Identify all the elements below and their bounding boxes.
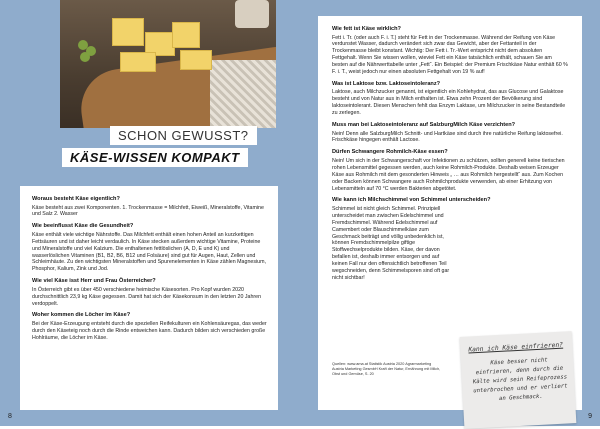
cheese-board-photo: [60, 0, 276, 128]
question-heading: Dürfen Schwangere Rohmilch-Käse essen?: [332, 149, 448, 156]
right-qa-list: [332, 26, 568, 287]
question-heading: Wie kann ich Milchschimmel von Schimmel unterscheiden?: [332, 197, 491, 204]
answer-text: Laktose, auch Milchzucker genannt, ist eigentlich ein Kohlehydrat, das aus Glucose und Galaktose besteht und von Natur aus in Milch enthalten ist. Etwa zehn Prozent der Bevölkerung sind laktoseintolerant. Diesen Menschen fehlt das Enzym Laktase, um Milchzucker in seine Bestandteile zu zerlegen.: [332, 89, 566, 117]
cheese-block-shape: [172, 22, 200, 48]
note-body: Käse besser nicht einfrieren, denn durch die Kälte wird sein Reifeprozess unterbrochen und er verliert an Geschmack.: [472, 357, 568, 403]
question-heading: Woher kommen die Löcher im Käse?: [32, 312, 131, 319]
note-title: Kann ich Käse einfrieren?: [468, 341, 564, 354]
answer-text: Fett i. Tr. (oder auch F. i. T.) steht für Fett in der Trockenmasse. Während der Reifung von Käse verdunstet Wasser, dadurch verändert sich zwar das Gewicht, aber der Fettanteil in der Trockenmasse bleibt konstant. Wichtig: Der Fett i. Tr.-Wert entspricht nicht dem absoluten Fettgehalt. Wenn Sie wissen wollen, wieviel Fett ein Käse tatsächlich enthält, schauen Sie am besten auf die Nährwerttabelle unter „Fett“. Ein Beispiel: der Premium Frischkäse Natur enthält 60 % F. i. T., weist jedoch nur einen absoluten Fettgehalt von 19 % auf!: [332, 34, 568, 76]
question-heading: Wie viel Käse isst Herr und Frau Österreicher?: [32, 278, 156, 285]
heading-kaese-wissen: KÄSE-WISSEN KOMPAKT: [62, 148, 248, 167]
answer-text: Bei der Käse-Erzeugung entsteht durch die speziellen Reifekulturen ein Kohlensäuregas, das weder durch den Käseteig noch durch die Rinde entweichen kann. Dadurch bilden sich verschieden große Hohlräume, die Löcher im Käse.: [32, 320, 267, 341]
page-number-left: 8: [8, 413, 12, 420]
cheese-block-shape: [180, 50, 212, 70]
answer-text: Käse enthält viele wichtige Nährstoffe. Das Milchfett enthält einen hohen Anteil an kurzkettigen Fettsäuren und ist daher leicht verdaulich. In Käse stecken außerdem wichtige Vitamine, Proteine und Mineralstoffe und viel Kalzium. Die enthaltenen fettlöslichen (A, D, E und K) und wasserlöslichen Vitaminen (B1, B2, B6, B12 und Folsäure) sind gut für Augen, Haut, Zellen und Schleimhäute. Zu den wichtigsten Mineralstoffen und Spurenelementen in Käse zählen Magnesium, Phosphor, Kalium, Zink und Jod.: [32, 231, 266, 273]
answer-text: In Österreich gibt es über 450 verschiedene heimische Käsesorten. Pro Kopf wurden 2020 durchschnittlich 23,9 kg Käse gegessen. Damit hat sich der Käsekonsum in den letzten 20 Jahren verdoppelt.: [32, 286, 262, 307]
left-qa-list: [32, 196, 268, 347]
freezing-note-card: [460, 331, 577, 429]
answer-text: Käse besteht aus zwei Komponenten. 1. Trockenmasse = Milchfett, Eiweiß, Mineralstoffe, Vitamine und Salz 2. Wasser: [32, 204, 264, 218]
jar-shape: [235, 0, 269, 28]
page-number-right: 9: [588, 413, 592, 420]
question-heading: Muss man bei Laktoseintoleranz auf SalzburgMilch Käse verzichten?: [332, 122, 516, 129]
heading-schon-gewusst: SCHON GEWUSST?: [110, 126, 257, 145]
answer-text: Schimmel ist nicht gleich Schimmel. Prinzipiell unterscheidet man zwischen Edelschimmel und Fremdschimmel. Während Edelschimmel auf Camembert oder Blauschimmelkäse zum Geschmack beiträgt und völlig unbedenklich ist, können Fremdschimmelpilze giftige Stoffwechselprodukte bilden. Käse, der davon befallen ist, deshalb immer entsorgen und auf keinen Fall nur den offensichtlich betroffenen Teil wegschneiden, denn Schimmelsporen sind oft gar nicht sichtbar!: [332, 205, 450, 281]
napkin-shape: [210, 60, 276, 128]
grape-shape: [80, 52, 90, 62]
right-page: [300, 0, 600, 426]
cheese-block-shape: [112, 18, 144, 46]
answer-text: Nein! Denn alle SalzburgMilch Schnitt- und Hartkäse sind durch ihre natürliche Reifung laktosefrei. Frischkäse hingegen enthält Lactose.: [332, 130, 563, 144]
sources-footnote: Quellen: www.ama.at Statistik Austria 2020 Agrarmarketing Austria Marketing GesmbH Kraft der Natur, Ernährung mit Milch, Obst und Gemüse, S. 20: [332, 362, 441, 376]
right-text-box: [318, 16, 582, 410]
left-page: [0, 0, 300, 426]
question-heading: Wie beeinflusst Käse die Gesundheit?: [32, 223, 134, 230]
cheese-block-shape: [120, 52, 156, 72]
question-heading: Wie fett ist Käse wirklich?: [332, 26, 401, 32]
question-heading: Was ist Laktose bzw. Laktoseintoleranz?: [332, 80, 441, 87]
question-heading: Woraus besteht Käse eigentlich?: [32, 196, 120, 202]
left-text-box: [20, 186, 278, 410]
answer-text: Nein! Um sich in der Schwangerschaft vor Infektionen zu schützen, sollten generell keine tierischen rohen Lebensmittel gegessen werden, auch keine Rohmilch-Produkte. Deshalb weisen Erzeuger Käse aus Rohmilch mit dem gesonderten Hinweis „ … aus Rohmilch hergestellt“ aus. Zum Kochen oder Backen können Schwangere auch Rohmilchprodukte verwenden, ab einer Erhitzung von Lebensmitteln auf 70 °C werden Bakterien abgetötet.: [332, 157, 565, 192]
